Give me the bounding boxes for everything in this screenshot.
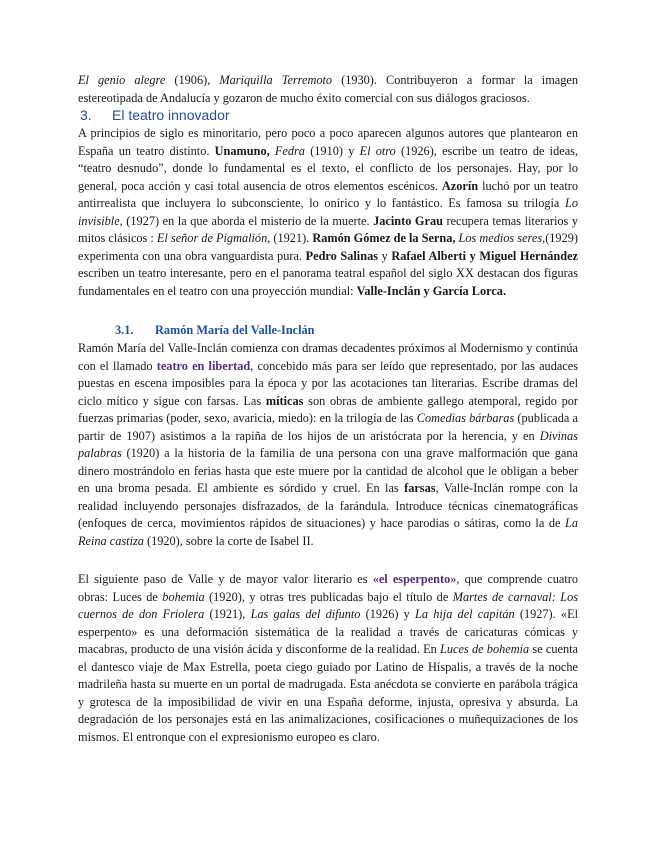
work-title: Comedias bárbaras — [416, 411, 515, 426]
work-title: Fedra — [274, 143, 305, 158]
work-title: La Reina castiza — [78, 516, 578, 549]
author-name: Valle-Inclán y García Lorca. — [356, 283, 507, 298]
author-name: Rafael Alberti y Miguel Hernández — [391, 248, 578, 263]
author-name: Unamuno, — [214, 143, 270, 158]
section-number: 3. — [80, 107, 92, 123]
work-title: bohemia — [162, 589, 205, 604]
author-name: Ramón Gómez de la Serna, — [312, 231, 456, 246]
highlight-term: teatro en libertad — [156, 358, 251, 373]
work-title: El genio alegre — [78, 73, 166, 87]
valle-inclan-paragraph-1: Ramón María del Valle-Inclán comienza con dramas decadentes próximos al Modernismo y continúa con el llamado teatro en libertad, concebido más para ser leído que representado, por las audaces puestas en escena imposibles para la época y por las acotaciones tan literarias. Escribe dramas del ciclo mítico y sigue con farsas. Las míticas son obras de ambiente gallego atemporal, regido por fuerzas primarias (poder, sexo, avaricia, miedo): en la trilogía de las Comedias bárbaras (publicada a partir de 1907) asistimos a la rapiña de los hijos de un aristócrata por la herencia, y en Divinas palabras (1920) a la historia de la familia de una persona con una grave malformación que gana dinero mostrándolo en ferias hasta que este muere por la cantidad de alcohol que le obligan a beber en una broma pesada. El ambiente es sórdido y cruel. En las farsas, Valle-Inclán rompe con la realidad incluyendo personajes disfrazados, de la farándula. Introduce técnicas cinematográficas (enfoques de cerca, movimientos rápidos de situaciones) y hace parodias o sátiras, como la de La Reina castiza (1920), sobre la corte de Isabel II. — [78, 341, 579, 549]
author-name: Azorín — [441, 178, 479, 193]
work-title: Los medios seres, — [458, 231, 546, 246]
work-title: Las galas del difunto — [250, 607, 361, 622]
section-title: Ramón María del Valle-Inclán — [155, 323, 315, 337]
author-name: Pedro Salinas — [305, 248, 378, 263]
section3-paragraph: A principios de siglo es minoritario, pero poco a poco aparecen algunos autores que plantearon en España un teatro distinto. Unamuno, Fedra (1910) y El otro (1926), escribe un teatro de ideas, “teatro desnudo”, donde lo fundamental es el texto, el conflicto de los personajes. Hay, por lo general, poca acción y casi total ausencia de otros elementos escénicos. Azorín luchó por un teatro antirrealista que incluyera lo subconsciente, lo onírico y lo fantástico. Es famosa su trilogía Lo invisible, (1927) en la que aborda el misterio de la muerte. Jacinto Grau recupera temas literarios y mitos clásicos : El señor de Pigmalión, (1921). Ramón Gómez de la Serna, Los medios seres,(1929) experimenta con una obra vanguardista pura. Pedro Salinas y Rafael Alberti y Miguel Hernández escriben un teatro interesante, pero en el panorama teatral español del siglo XX destacan dos figuras fundamentales en el teatro con una proyección mundial: Valle-Inclán y García Lorca. — [78, 126, 579, 298]
section-heading-3-1 — [115, 323, 315, 338]
work-title: El señor de Pigmalión — [156, 231, 268, 246]
work-title: Martes de carnaval: Los cuernos de don Friolera — [78, 589, 579, 622]
key-term: farsas — [404, 481, 436, 496]
key-term: míticas — [265, 393, 304, 408]
work-title: Mariquilla Terremoto — [219, 73, 333, 87]
work-title: La hija del capitán — [415, 607, 515, 622]
section-title: El teatro innovador — [112, 107, 230, 123]
work-title: Lo invisible, — [78, 196, 578, 228]
work-title: Luces de bohemia — [440, 642, 530, 657]
section-number: 3.1. — [115, 323, 134, 337]
valle-inclan-paragraph-2: El siguiente paso de Valle y de mayor valor literario es «el esperpento», que comprende cuatro obras: Luces de bohemia (1920), y otras tres publicadas bajo el título de Martes de carnaval: Los cuernos de don Friolera (1921), Las galas del difunto (1926) y La hija del capitán (1927). «El esperpento» es una deformación sistemática de la realidad a través de caricaturas cómicas y macabras, producto de una visión ácida y disconforme de la realidad. En Luces de bohemia se cuenta el dantesco viaje de Max Estrella, poeta ciego guiado por Latino de Híspalis, a través de la noche madrileña hasta su muerte en un portal de madrugada. Esta anécdota se convierte en parábola trágica y grotesca de la imposibilidad de vivir en una España deforme, injusta, opresiva y absurda. La degradación de los personajes está en las animalizaciones, cosificaciones o muñequizaciones de los mismos. El entronque con el expresionismo europeo es claro. — [78, 572, 579, 744]
highlight-term: «el esperpento» — [372, 572, 457, 586]
work-title: El otro — [359, 143, 396, 158]
author-name: Jacinto Grau — [373, 213, 443, 228]
continuation-paragraph: El genio alegre (1906), Mariquilla Terremoto (1930). Contribuyeron a formar la imagen estereotipada de Andalucía y gozaron de mucho éxito comercial con sus diálogos graciosos. — [78, 73, 579, 105]
work-title: Divinas palabras — [78, 428, 578, 461]
section-heading-3 — [80, 107, 230, 123]
